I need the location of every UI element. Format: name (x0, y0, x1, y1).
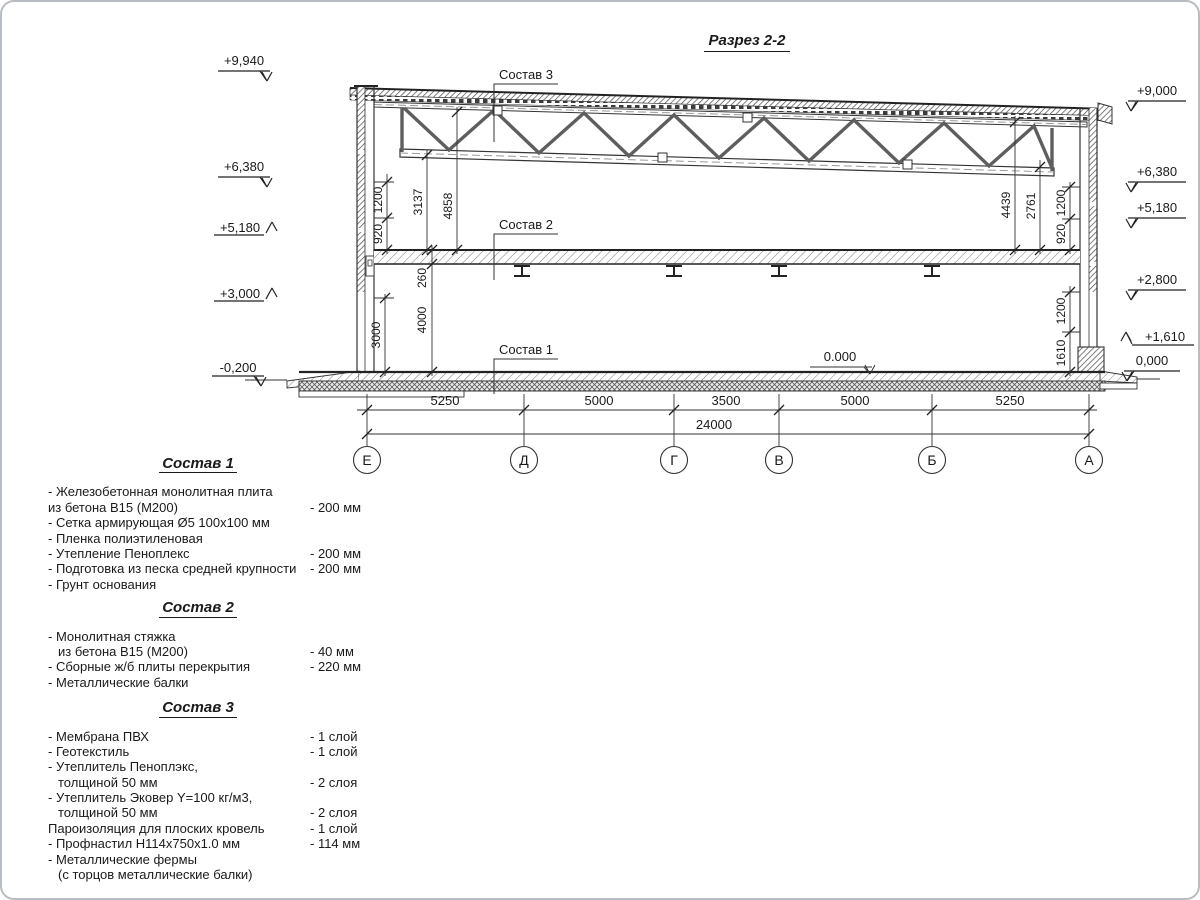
list-item: - Сетка армирующая Ø5 100х100 мм (48, 515, 270, 531)
vdim-1200-left: 1200 (371, 186, 385, 214)
list-item: - Утеплитель Эковер Y=100 кг/м3, (48, 790, 253, 806)
axis-label-V: В (774, 452, 784, 468)
elevation-right-2: +5,180 (1136, 200, 1178, 215)
elevation-left-1: +6,380 (223, 159, 265, 174)
list-item: - Металлические балки (48, 674, 189, 690)
composition-lists (48, 456, 380, 882)
list-item: толщиной 50 мм - 2 слоя (58, 774, 358, 790)
list-item: - Мембрана ПВХ - 1 слой (48, 728, 358, 744)
composition-2-heading: Состав 2 (48, 600, 348, 617)
list-item: Пароизоляция для плоских кровель - 1 слой (48, 820, 358, 836)
list-item: - Утеплитель Пеноплэкс, (48, 759, 198, 775)
elevation-right-3: +2,800 (1136, 272, 1178, 287)
list-item: - Профнастил Н114х750х1.0 мм - 114 мм (48, 836, 361, 852)
vdim-4000: 4000 (415, 306, 429, 334)
elevation-right-4: +1,610 (1144, 329, 1186, 344)
elevation-left-3: +3,000 (219, 286, 261, 301)
floor-zero-label: 0.000 (823, 349, 857, 364)
vdim-3137: 3137 (411, 188, 425, 216)
axis-label-D: Д (519, 452, 529, 468)
vdim-1200-right-lower: 1200 (1054, 297, 1068, 325)
composition-2 (48, 600, 380, 690)
list-item: из бетона В15 (М200) - 40 мм (58, 643, 354, 659)
axis-label-G: Г (670, 452, 678, 468)
composition-3-heading: Состав 3 (48, 700, 348, 717)
composition-3 (48, 700, 380, 882)
list-item: - Геотекстиль - 1 слой (48, 743, 358, 759)
leader-label-sostav2: Состав 2 (499, 217, 553, 232)
hdim-total: 24000 (695, 417, 733, 432)
list-item: - Пленка полиэтиленовая (48, 530, 203, 546)
hdim-0: 5250 (430, 393, 460, 408)
list-item: - Подготовка из песка средней крупности - 200 мм (48, 561, 362, 577)
vdim-4858: 4858 (441, 192, 455, 220)
elevation-left-2: +5,180 (219, 220, 261, 235)
elevation-left-0: +9,940 (223, 53, 265, 68)
vdim-2761: 2761 (1024, 192, 1038, 220)
elevation-right-1: +6,380 (1136, 164, 1178, 179)
list-item: из бетона В15 (М200) - 200 мм (48, 499, 362, 515)
vdim-1200-right-upper: 1200 (1054, 189, 1068, 217)
vdim-3000: 3000 (369, 321, 383, 349)
list-item: - Утепление Пеноплекс - 200 мм (48, 545, 362, 561)
hdim-2: 3500 (711, 393, 741, 408)
list-item: толщиной 50 мм - 2 слоя (58, 805, 358, 821)
axis-bubbles (354, 447, 1103, 474)
axis-label-E: Е (362, 452, 372, 468)
axis-label-A: А (1084, 452, 1094, 468)
hdim-4: 5250 (995, 393, 1025, 408)
hdim-1: 5000 (584, 393, 614, 408)
vdim-1610: 1610 (1054, 339, 1068, 367)
list-item: - Грунт основания (48, 576, 157, 592)
right-wall (1078, 108, 1104, 374)
list-item: - Металлические фермы (48, 851, 197, 867)
vdim-260: 260 (415, 267, 429, 289)
leader-label-sostav3: Состав 3 (499, 67, 553, 82)
vdim-920-right: 920 (1054, 223, 1068, 245)
list-item: - Монолитная стяжка (48, 628, 176, 644)
vdim-920-left: 920 (371, 223, 385, 245)
elevation-left-4: -0,200 (219, 360, 257, 375)
leader-label-sostav1: Состав 1 (499, 342, 553, 357)
elevation-right-5: 0,000 (1135, 353, 1169, 368)
list-item: - Сборные ж/б плиты перекрытия - 220 мм (48, 659, 362, 675)
list-item: - Железобетонная монолитная плита (48, 484, 273, 500)
vdim-4439: 4439 (999, 191, 1013, 219)
drawing-title: Разрез 2-2 (622, 32, 872, 52)
composition-1 (48, 456, 380, 592)
axis-label-B: Б (927, 452, 937, 468)
elevation-right-0: +9,000 (1136, 83, 1178, 98)
composition-1-heading: Состав 1 (48, 456, 348, 473)
list-item: (с торцов металлические балки) (58, 867, 253, 883)
steel-beam-icon (514, 266, 940, 276)
intermediate-slab (374, 250, 1080, 276)
hdim-3: 5000 (840, 393, 870, 408)
